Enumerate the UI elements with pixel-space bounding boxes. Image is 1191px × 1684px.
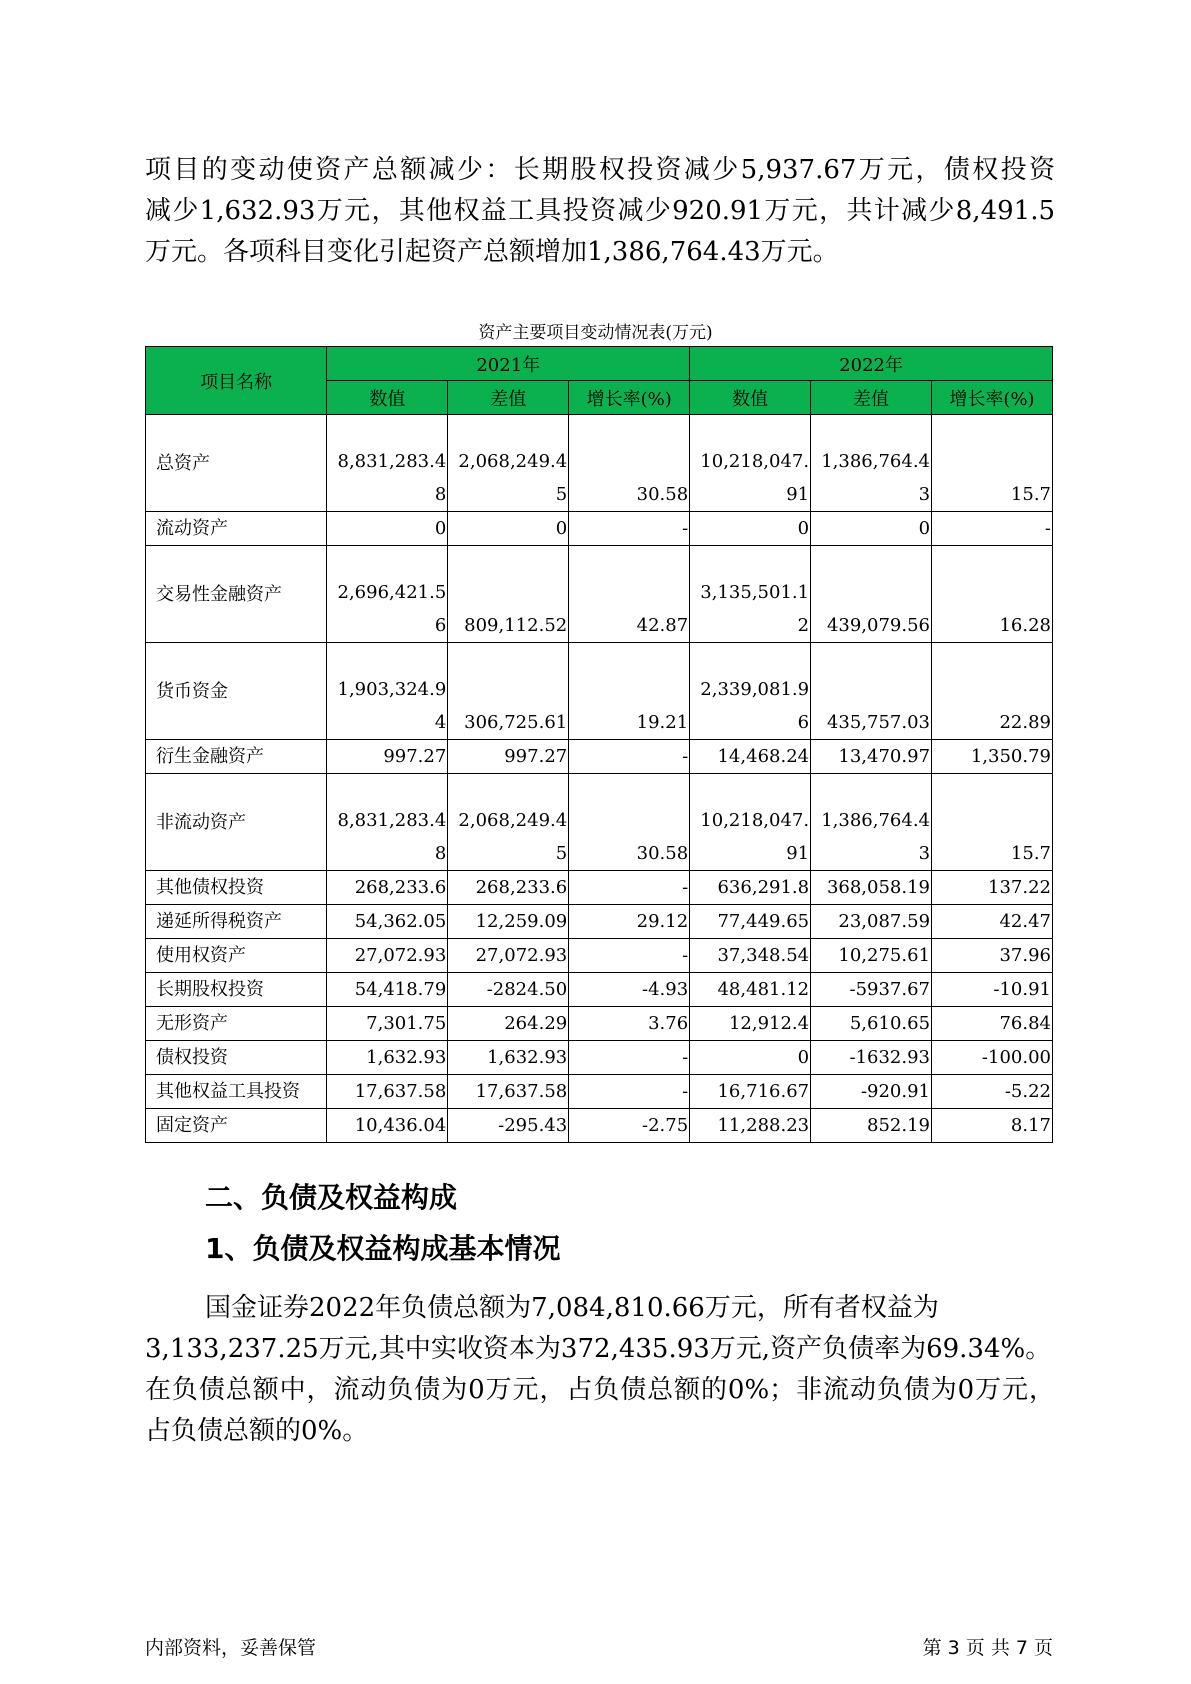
cell-2021-rate: - [569,939,690,973]
row-item-name: 无形资产 [146,1007,327,1041]
cell-2021-diff: -2824.50 [448,973,569,1007]
cell-2021-value: 17,637.58 [327,1075,448,1109]
cell-2021-rate: 19.21 [569,643,690,740]
table-row [146,1041,1053,1075]
cell-2021-diff: 1,632.93 [448,1041,569,1075]
header-value: 数值 [327,381,448,415]
cell-2021-value: 1,632.93 [327,1041,448,1075]
row-item-name: 货币资金 [146,643,327,740]
cell-2021-diff: 27,072.93 [448,939,569,973]
cell-2022-rate: 37.96 [932,939,1053,973]
cell-2021-value: 0 [327,512,448,546]
row-item-name: 固定资产 [146,1109,327,1143]
cell-2021-value: 268,233.6 [327,871,448,905]
cell-2022-diff: 23,087.59 [811,905,932,939]
cell-2021-diff: 17,637.58 [448,1075,569,1109]
cell-2022-value: 16,716.67 [690,1075,811,1109]
header-year-2021: 2021年 [327,347,690,381]
section-heading: 二、负债及权益构成 [205,1181,458,1214]
cell-2021-rate: -4.93 [569,973,690,1007]
cell-2022-rate: 8.17 [932,1109,1053,1143]
table-row [146,939,1053,973]
cell-2022-diff: 368,058.19 [811,871,932,905]
cell-2021-value: 8,831,283.48 [327,774,448,871]
cell-2022-value: 0 [690,1041,811,1075]
cell-2022-diff: -920.91 [811,1075,932,1109]
cell-2021-diff: 809,112.52 [448,546,569,643]
cell-2021-value: 7,301.75 [327,1007,448,1041]
cell-2022-rate: -10.91 [932,973,1053,1007]
summary-line: 占负债总额的0%。 [145,1416,369,1446]
cell-2022-diff: 10,275.61 [811,939,932,973]
row-item-name: 流动资产 [146,512,327,546]
table-row [146,905,1053,939]
cell-2022-rate: 42.47 [932,905,1053,939]
cell-2022-rate: 15.7 [932,774,1053,871]
row-item-name: 其他债权投资 [146,871,327,905]
cell-2021-diff: 997.27 [448,740,569,774]
cell-2022-rate: 16.28 [932,546,1053,643]
row-item-name: 非流动资产 [146,774,327,871]
cell-2022-value: 12,912.4 [690,1007,811,1041]
cell-2022-rate: 137.22 [932,871,1053,905]
table-row [146,774,1053,871]
cell-2021-value: 27,072.93 [327,939,448,973]
row-item-name: 使用权资产 [146,939,327,973]
row-item-name: 交易性金融资产 [146,546,327,643]
header-diff: 差值 [448,381,569,415]
row-item-name: 长期股权投资 [146,973,327,1007]
cell-2021-diff: 2,068,249.45 [448,415,569,512]
table-caption: 资产主要项目变动情况表(万元) [478,323,713,343]
cell-2022-value: 10,218,047.91 [690,415,811,512]
cell-2021-diff: 2,068,249.45 [448,774,569,871]
cell-2022-rate: -100.00 [932,1041,1053,1075]
intro-paragraph [145,150,1055,273]
table-row [146,973,1053,1007]
cell-2022-rate: -5.22 [932,1075,1053,1109]
header-rate: 增长率(%) [569,381,690,415]
table-row [146,546,1053,643]
cell-2021-value: 8,831,283.48 [327,415,448,512]
cell-2021-rate: 30.58 [569,774,690,871]
intro-line: 项目的变动使资产总额减少：长期股权投资减少5,937.67万元，债权投资 [145,155,1055,185]
table-row [146,1007,1053,1041]
row-item-name: 递延所得税资产 [146,905,327,939]
cell-2021-rate: 3.76 [569,1007,690,1041]
cell-2022-rate: - [932,512,1053,546]
table-row [146,871,1053,905]
cell-2021-value: 997.27 [327,740,448,774]
table-row [146,740,1053,774]
cell-2022-diff: 0 [811,512,932,546]
cell-2022-rate: 1,350.79 [932,740,1053,774]
cell-2021-value: 1,903,324.94 [327,643,448,740]
cell-2021-diff: 0 [448,512,569,546]
footer-confidential-note: 内部资料，妥善保管 [145,1637,317,1659]
header-value: 数值 [690,381,811,415]
header-rate: 增长率(%) [932,381,1053,415]
cell-2021-rate: - [569,512,690,546]
cell-2022-value: 10,218,047.91 [690,774,811,871]
cell-2022-rate: 76.84 [932,1007,1053,1041]
subsection-heading: 1、负债及权益构成基本情况 [205,1232,561,1265]
intro-line: 万元。各项科目变化引起资产总额增加1,386,764.43万元。 [145,237,839,267]
cell-2021-value: 54,418.79 [327,973,448,1007]
summary-line: 在负债总额中，流动负债为0万元，占负债总额的0%；非流动负债为0万元， [145,1375,1055,1405]
cell-2022-value: 48,481.12 [690,973,811,1007]
cell-2021-rate: 29.12 [569,905,690,939]
cell-2021-diff: 264.29 [448,1007,569,1041]
cell-2022-diff: 5,610.65 [811,1007,932,1041]
cell-2022-rate: 22.89 [932,643,1053,740]
cell-2021-rate: -2.75 [569,1109,690,1143]
table-row [146,1109,1053,1143]
cell-2022-diff: 1,386,764.43 [811,774,932,871]
header-item-name: 项目名称 [146,347,327,415]
cell-2021-value: 10,436.04 [327,1109,448,1143]
cell-2021-rate: - [569,1041,690,1075]
summary-line: 3,133,237.25万元,其中实收资本为372,435.93万元,资产负债率为69.34%。 [145,1334,1052,1364]
cell-2022-value: 37,348.54 [690,939,811,973]
cell-2021-diff: 268,233.6 [448,871,569,905]
footer-page-number: 第 3 页 共 7 页 [922,1637,1053,1659]
asset-change-table [145,346,1053,1143]
cell-2022-value: 0 [690,512,811,546]
summary-line: 国金证券2022年负债总额为7,084,810.66万元，所有者权益为 [205,1293,939,1323]
row-item-name: 总资产 [146,415,327,512]
table-row [146,415,1053,512]
cell-2022-diff: 1,386,764.43 [811,415,932,512]
header-diff: 差值 [811,381,932,415]
cell-2022-value: 77,449.65 [690,905,811,939]
cell-2022-value: 3,135,501.12 [690,546,811,643]
header-year-2022: 2022年 [690,347,1053,381]
table-row [146,512,1053,546]
table-row [146,1075,1053,1109]
cell-2022-value: 2,339,081.96 [690,643,811,740]
cell-2021-rate: 30.58 [569,415,690,512]
row-item-name: 其他权益工具投资 [146,1075,327,1109]
cell-2022-diff: -5937.67 [811,973,932,1007]
cell-2021-rate: - [569,740,690,774]
cell-2021-rate: 42.87 [569,546,690,643]
cell-2022-diff: -1632.93 [811,1041,932,1075]
cell-2022-diff: 435,757.03 [811,643,932,740]
cell-2021-rate: - [569,1075,690,1109]
cell-2021-diff: 306,725.61 [448,643,569,740]
cell-2022-rate: 15.7 [932,415,1053,512]
row-item-name: 衍生金融资产 [146,740,327,774]
cell-2022-diff: 13,470.97 [811,740,932,774]
cell-2022-value: 14,468.24 [690,740,811,774]
cell-2021-diff: 12,259.09 [448,905,569,939]
cell-2022-diff: 439,079.56 [811,546,932,643]
cell-2022-value: 636,291.8 [690,871,811,905]
cell-2022-diff: 852.19 [811,1109,932,1143]
table-row [146,643,1053,740]
cell-2021-rate: - [569,871,690,905]
cell-2021-value: 54,362.05 [327,905,448,939]
cell-2022-value: 11,288.23 [690,1109,811,1143]
summary-paragraph [145,1288,1055,1452]
row-item-name: 债权投资 [146,1041,327,1075]
cell-2021-value: 2,696,421.56 [327,546,448,643]
cell-2021-diff: -295.43 [448,1109,569,1143]
intro-line: 减少1,632.93万元，其他权益工具投资减少920.91万元，共计减少8,491.5 [145,196,1055,226]
